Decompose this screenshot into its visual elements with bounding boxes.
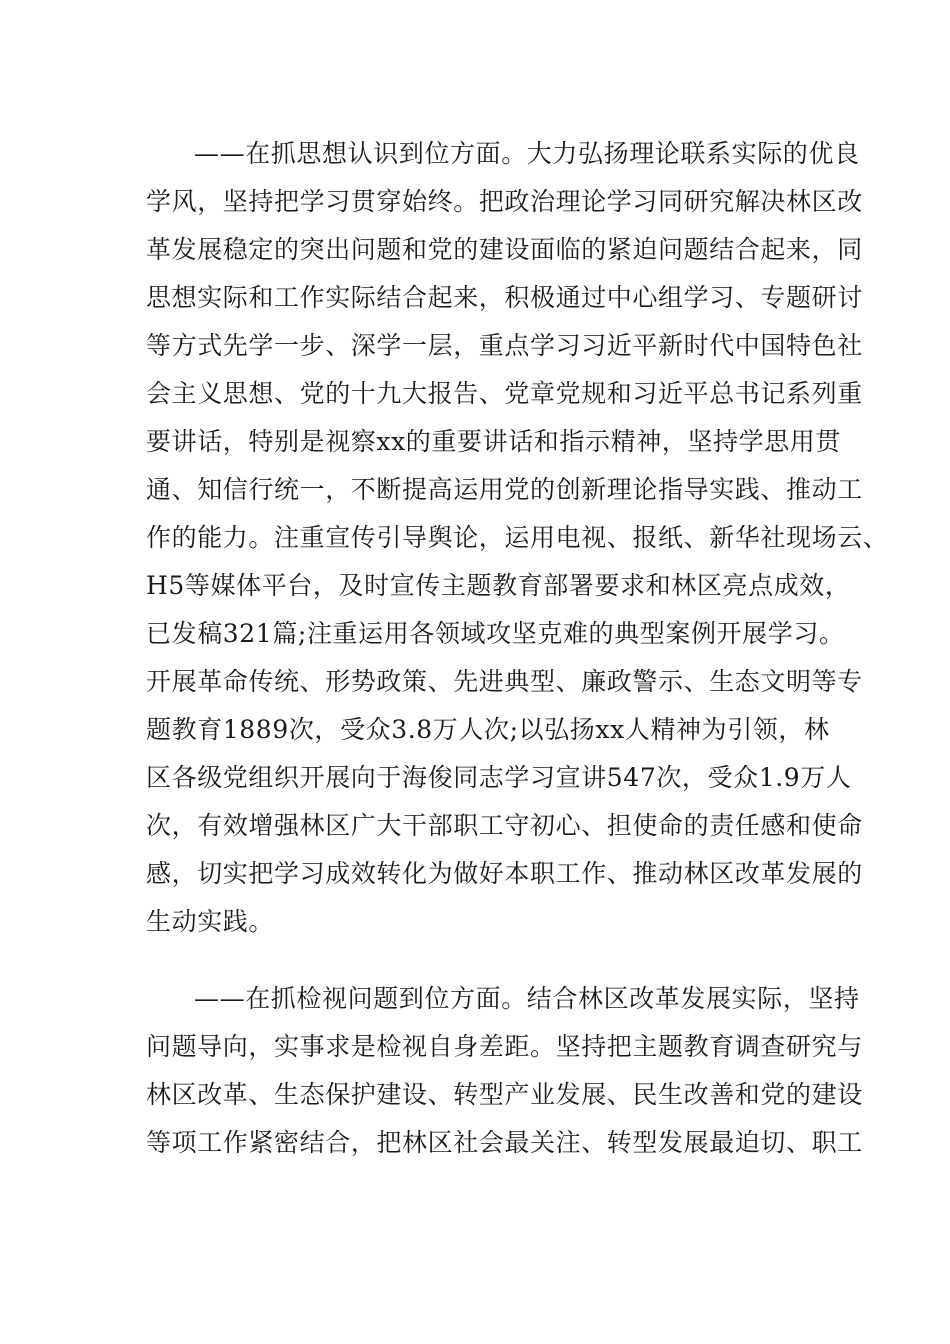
text-line: H5等媒体平台，及时宣传主题教育部署要求和林区亮点成效， — [146, 571, 851, 600]
text-line: 生动实践。 — [146, 907, 275, 936]
text-line: 革发展稳定的突出问题和党的建设面临的紧迫问题结合起来，同 — [146, 235, 863, 264]
text-line: 会主义思想、党的十九大报告、党章党规和习近平总书记系列重 — [146, 379, 863, 408]
text-line: 开展革命传统、形势政策、先进典型、廉政警示、生态文明等专 — [146, 667, 863, 696]
text-line: 作的能力。注重宣传引导舆论，运用电视、报纸、新华社现场云、 — [146, 523, 889, 552]
text-line: ——在抓思想认识到位方面。大力弘扬理论联系实际的优良 — [194, 139, 860, 168]
text-line: 问题导向，实事求是检视自身差距。坚持把主题教育调查研究与 — [146, 1032, 863, 1061]
text-line: 题教育1889次，受众3.8万人次;以弘扬xx人精神为引领，林 — [146, 715, 830, 744]
text-line: 等项工作紧密结合，把林区社会最关注、转型发展最迫切、职工 — [146, 1128, 863, 1157]
text-line: 思想实际和工作实际结合起来，积极通过中心组学习、专题研讨 — [146, 283, 863, 312]
text-line: 区各级党组织开展向于海俊同志学习宣讲547次，受众1.9万人 — [146, 763, 852, 792]
text-line: 次，有效增强林区广大干部职工守初心、担使命的责任感和使命 — [146, 811, 863, 840]
text-line: ——在抓检视问题到位方面。结合林区改革发展实际，坚持 — [194, 984, 860, 1013]
text-line: 已发稿321篇;注重运用各领域攻坚克难的典型案例开展学习。 — [146, 619, 845, 648]
text-line: 等方式先学一步、深学一层，重点学习习近平新时代中国特色社 — [146, 331, 863, 360]
text-line: 要讲话，特别是视察xx的重要讲话和指示精神，坚持学思用贯 — [146, 427, 842, 456]
text-line: 通、知信行统一，不断提高运用党的创新理论指导实践、推动工 — [146, 475, 863, 504]
text-line: 感，切实把学习成效转化为做好本职工作、推动林区改革发展的 — [146, 859, 863, 888]
text-line: 学风，坚持把学习贯穿始终。把政治理论学习同研究解决林区改 — [146, 187, 863, 216]
text-line: 林区改革、生态保护建设、转型产业发展、民生改善和党的建设 — [146, 1080, 863, 1109]
